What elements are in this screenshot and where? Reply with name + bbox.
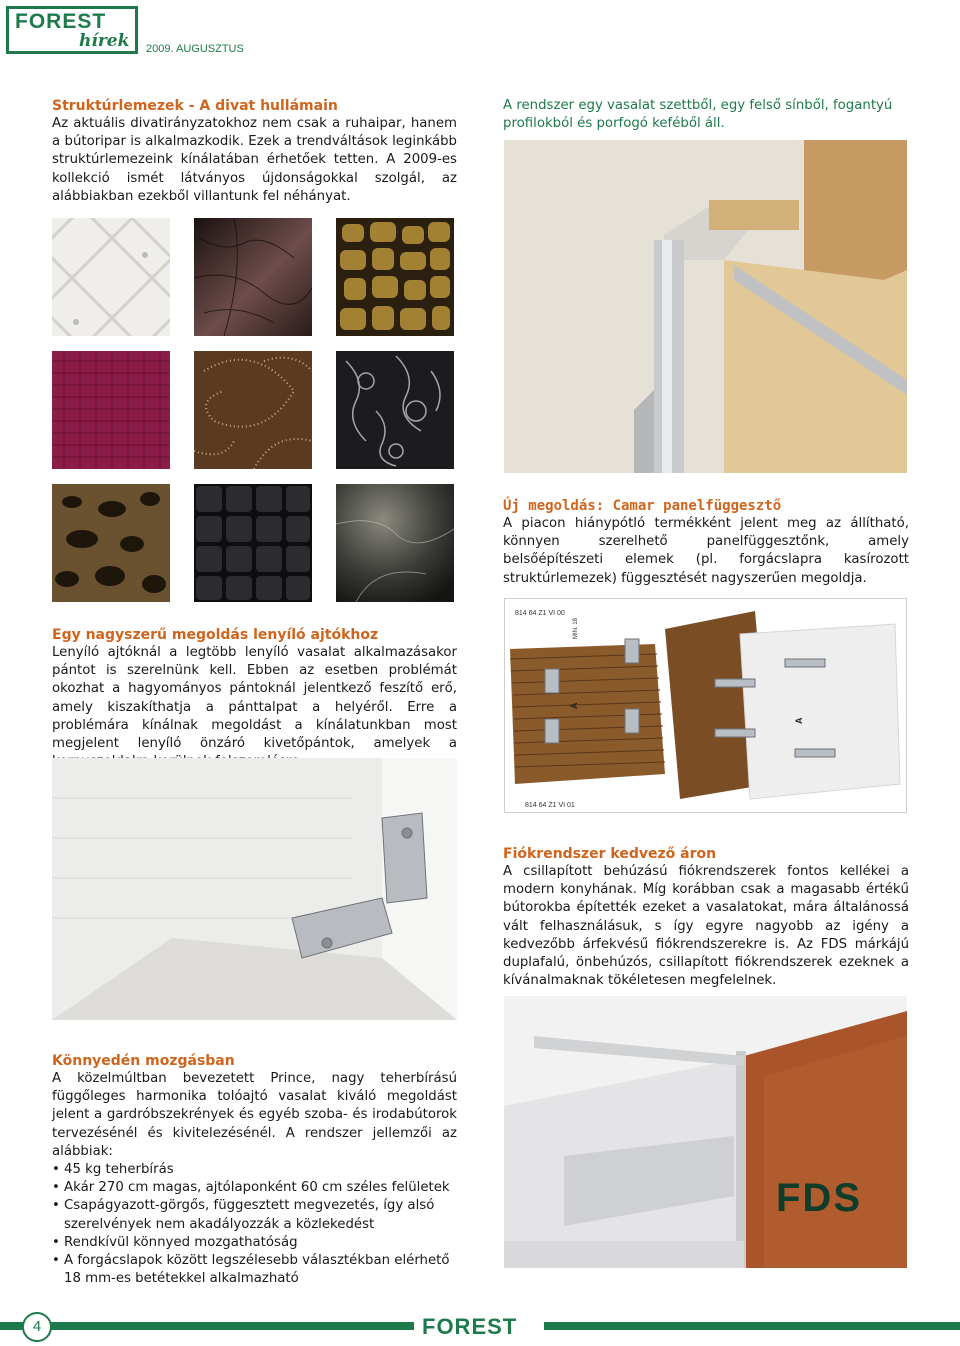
section-title: Új megoldás: Camar panelfüggesztő: [503, 498, 782, 514]
rail-system-caption: [503, 97, 909, 133]
section-drawer-system: [503, 845, 909, 990]
hinge-photo: [52, 758, 457, 1020]
forest-hirek-logo: [6, 6, 138, 54]
texture-tile-gold-croco: [336, 218, 454, 336]
diagram-label-bottom: 814 64 Z1 VI 01: [525, 802, 575, 809]
section-body: A csillapított behúzású fiókrendszerek fontos kellékei a modern konyhának. Míg korábban csak a magasabb értékű bútorokba építették ezeket a vasalatokat, mára általánossá vált felhasználásuk, s így egyre nagyobb az igény a kedvezőbb árfekvésű fiókrendszerekre is. Az FDS márkájú duplafalú, önbehúzós, csillapított fiókrendszerek ezeknek a kívánalmaknak tökéletesen megfelelnek.: [503, 864, 909, 989]
section-body: Lenyíló ajtóknál a legtöbb lenyíló vasalat alkalmazásakor pántot is szerelnünk kell. Ebben az esetben problémát okozhat a hagyományos pántoknál jelentkező feszítő erő, amely kiszakíthatja a pánttalpat a helyéről. Erre a problémára kínálnak megoldást a kínálatunkban most megjelent lenyíló önzáró kivetőpántok, amelyek a: [52, 645, 457, 752]
drawer-photo: [504, 996, 907, 1268]
section-title: Fiókrendszer kedvező áron: [503, 846, 717, 862]
feature-list: [52, 1161, 457, 1288]
feature-item: • 45 kg teherbírás: [52, 1161, 457, 1179]
diagram-label-a-left: A: [569, 702, 579, 709]
section-body: A piacon hiánypótló termékként jelent meg az állítható, könnyen szerelhető panelfüggesztőnk, amely belsőépítészeti elemek (pl. forgácslapra kasírozott struktúrlemezek) függesztését nagyszerűen megoldja.: [503, 516, 909, 586]
section-title: Struktúrlemezek - A divat hullámain: [52, 98, 338, 114]
texture-tile-black-quilted-squares: [194, 484, 312, 602]
feature-item: • Rendkívül könnyed mozgathatóság: [52, 1234, 457, 1252]
fds-logo: FDS: [776, 1176, 862, 1220]
feature-item: • Csapágyazott-görgős, függesztett megvezetés, így alsó szerelvények nem akadályozzák a közlekedést: [52, 1197, 457, 1233]
footer-logo: [414, 1314, 544, 1340]
section-prince-sliding-door: [52, 1052, 457, 1288]
panel-hanger-diagram: [504, 598, 907, 813]
section-body: Az aktuális divatirányzatokhoz nem csak a ruhaipar, hanem a bútoripar is alkalmazkodik. Ezek a trendváltások leginkább struktúrlemezeink kínálatában érhetőek tetten. A 2009-es kollekció ismét látványos újdonságokkal szolgál, az alábbiakban ezekből villantunk fel néhányat.: [52, 116, 457, 204]
feature-item: • Akár 270 cm magas, ajtólaponként 60 cm széles felületek: [52, 1179, 457, 1197]
section-body: A közelmúltban bevezetett Prince, nagy teherbírású függőleges harmonika tolóajtó vasalat kiváló megoldást jelent a gardróbszekrények és egyéb szoba- és irodabútorok tervezésénél és kivitelezésénél. A rendszer jellemzői az alábbiak:: [52, 1071, 457, 1159]
texture-tile-black-baroque: [336, 351, 454, 469]
texture-tile-dark-marble: [336, 484, 454, 602]
section-lift-door-hinge: [52, 626, 457, 771]
texture-tile-magenta-leather: [52, 351, 170, 469]
logo-word: FOREST: [15, 10, 107, 33]
texture-tile-leopard: [52, 484, 170, 602]
texture-tile-bronze-crackle: [194, 218, 312, 336]
texture-tile-brown-floral-dots: [194, 351, 312, 469]
diagram-label-min: MIN. 18: [573, 617, 579, 639]
section-panel-hanger: [503, 497, 909, 588]
section-structure-panels: [52, 97, 457, 206]
section-title: Könnyedén mozgásban: [52, 1053, 235, 1069]
logo-subtitle: hírek: [79, 31, 130, 51]
diagram-label-a-right: A: [794, 717, 804, 724]
rail-system-photo: [504, 140, 907, 473]
feature-item: • A forgácslapok között legszélesebb választékban elérhető 18 mm-es betétekkel alkalmazható: [52, 1252, 457, 1288]
texture-tile-white-quilted: [52, 218, 170, 336]
footer-logo-text: FOREST: [422, 1314, 518, 1339]
caption-text: A rendszer egy vasalat szettből, egy felső sínből, fogantyú profilokból és porfogó keféből áll.: [503, 98, 893, 131]
issue-date: 2009. AUGUSZTUS: [146, 43, 244, 55]
page-number: 4: [22, 1312, 52, 1342]
diagram-label-top: 814 64 Z1 VI 00: [515, 610, 565, 617]
section-title: Egy nagyszerű megoldás lenyíló ajtókhoz: [52, 627, 379, 643]
